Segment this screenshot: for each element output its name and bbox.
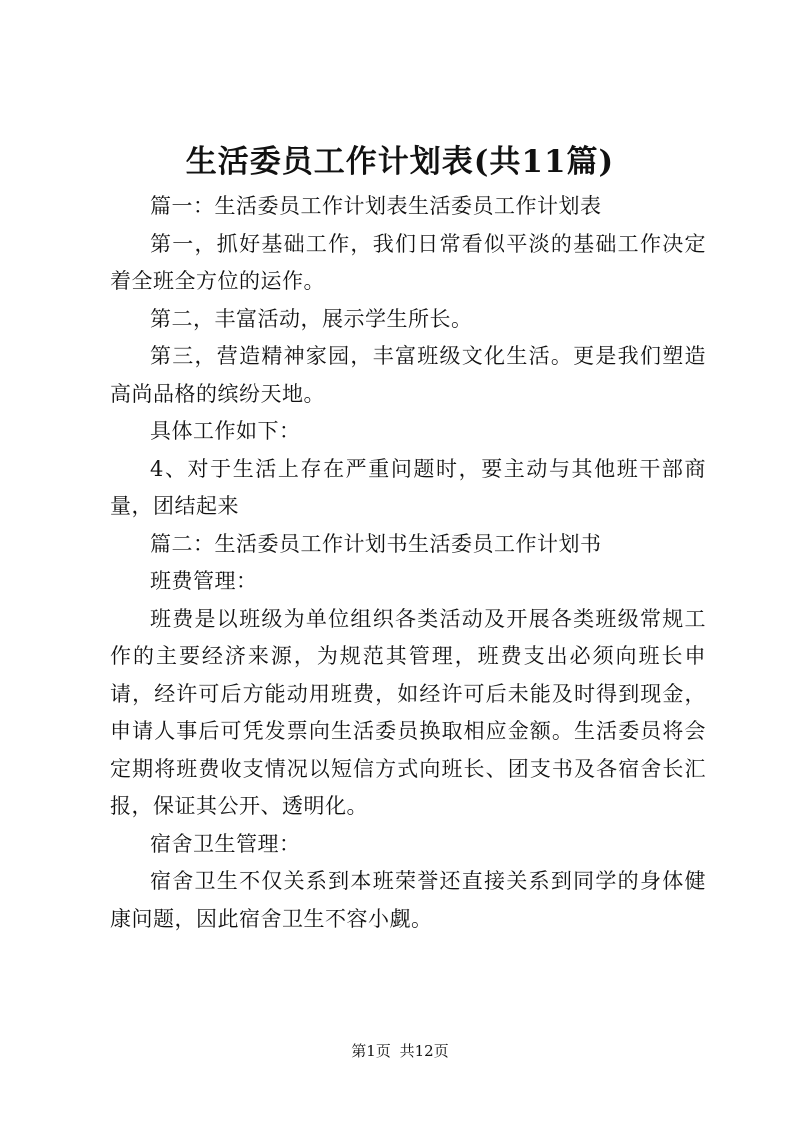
total-pages: 共12页 (399, 1042, 449, 1060)
paragraph: 宿舍卫生不仅关系到本班荣誉还直接关系到同学的身体健康问题，因此宿舍卫生不容小觑。 (110, 869, 706, 931)
paragraph: 篇一：生活委员工作计划表生活委员工作计划表 (150, 194, 602, 218)
subsection-heading: 宿舍卫生管理： (150, 831, 301, 856)
paragraph: 第三，营造精神家园，丰富班级文化生活。更是我们塑造高尚品格的缤纷天地。 (110, 344, 706, 406)
page-number: 第1页 (351, 1042, 391, 1060)
paragraph: 班费是以班级为单位组织各类活动及开展各类班级常规工作的主要经济来源，为规范其管理，班费支出必须向班长申请，经许可后方能动用班费，如经许可后未能及时得到现金，申请人事后可凭发票向生活委员换取相应金额。生活委员将会定期将班费收支情况以短信方式向班长、团支书及各宿舍长汇报，保证其公开、透明化。 (110, 606, 706, 818)
paragraph: 具体工作如下： (150, 419, 301, 443)
paragraph: 第二，丰富活动，展示学生所长。 (150, 306, 473, 331)
paragraph: 4、对于生活上存在严重问题时，要主动与其他班干部商量，团结起来 (110, 456, 706, 518)
subsection-heading: 班费管理： (150, 569, 258, 593)
document-body (110, 188, 706, 938)
page-footer (0, 1041, 800, 1061)
section-heading: 篇二：生活委员工作计划书生活委员工作计划书 (150, 531, 602, 556)
paragraph: 第一，抓好基础工作，我们日常看似平淡的基础工作决定着全班全方位的运作。 (110, 231, 706, 293)
document-title: 生活委员工作计划表(共11篇) (185, 144, 615, 180)
